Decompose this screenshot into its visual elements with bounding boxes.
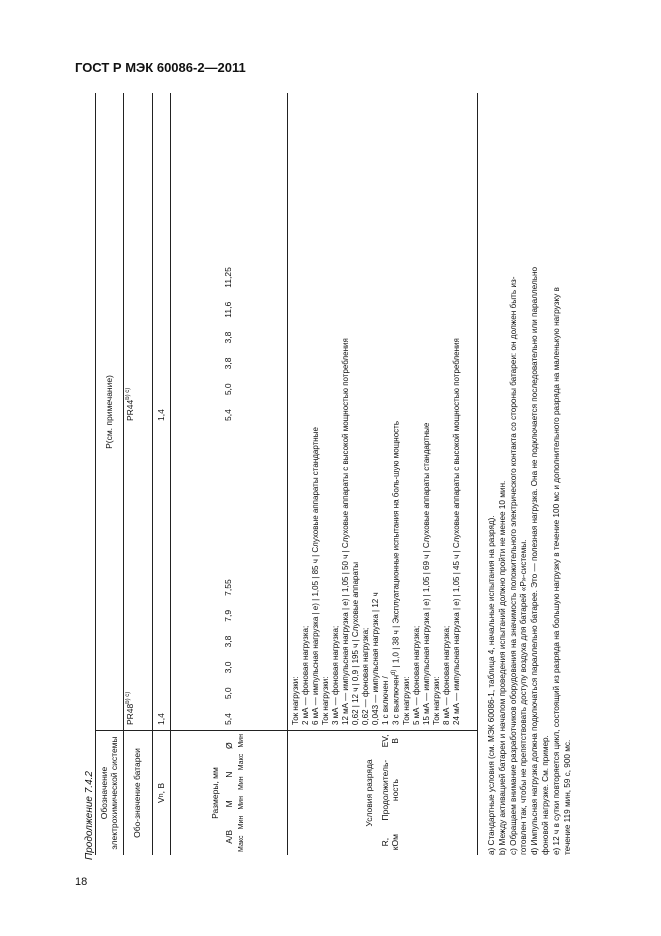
- row-pr44-4: Ток нагрузки: 8 мА — фоновая нагрузка; 24 мА — импульсная нагрузка | e) | 1,05 | 45 ч | Слуховые аппараты с высокой мощностью потребления: [431, 338, 461, 725]
- voltage-value: 1,4: [155, 409, 166, 421]
- footnote: течение 119 мин, 59 с, 900 мс.: [562, 739, 572, 855]
- voltage-unit: , В: [155, 783, 166, 794]
- d-min: 7,55: [222, 579, 233, 596]
- application-value: Слуховые аппараты стандартные: [311, 427, 320, 553]
- battery-name: PR48: [125, 703, 135, 725]
- diam-label: Ø: [224, 742, 235, 749]
- row-pr48-2: Ток нагрузки: 3 мА — фоновая нагрузка; 12 мА — импульсная нагрузка | e) | 1,05 | 50 ч | Слуховые аппараты с высокой мощностью потребления: [321, 338, 350, 725]
- mad-value: 45 ч: [451, 554, 461, 570]
- battery-sup: b) c): [125, 691, 131, 704]
- footnote: d) Импульсная нагрузка должна подключаться параллельно батарее. Это — полезная нагрузка. Она не подключается последовательно или параллельно: [530, 266, 540, 855]
- m-min: 3,0: [222, 661, 233, 674]
- ev-value: 1,05: [341, 576, 350, 593]
- designation-header: Обо-значение батареи: [132, 748, 143, 838]
- system-value: Р(см. примечание): [103, 375, 114, 449]
- min-label: Мин: [238, 776, 246, 790]
- voltage-header: [152, 731, 170, 855]
- mad-value: 38 ч: [391, 630, 401, 646]
- rotated-table-page: [95, 93, 593, 855]
- r-label: R, кОм: [379, 834, 400, 851]
- battery-pr44: [125, 221, 151, 421]
- battery-pr48: [125, 525, 151, 725]
- max-label: Макс: [238, 753, 246, 771]
- application-value: Слуховые аппараты с высокой мощностью потребления: [341, 338, 350, 549]
- row-pr44-3: Ток нагрузки: 5 мА — фоновая нагрузка; 15 мА — импульсная нагрузка | e) | 1,05 | 69 ч | Слуховые аппараты стандартные: [401, 422, 431, 725]
- footnote: e) 12 ч в сутки повторяется цикл, состоящий из разряда на большую нагрузку в течение 100 мс и дополнительного разряда на маленькую нагрузку в: [551, 287, 561, 855]
- n-min: 3,8: [222, 635, 233, 648]
- row-pr48-1: Ток нагрузки: 2 мА — фоновая нагрузка; 6 мА — импульсная нагрузка | e) | 1,05 | 85 ч | Слуховые аппараты стандартные: [291, 427, 320, 725]
- dimensions-header: [170, 731, 287, 855]
- row-pr44-1: 0,62 | 12 ч | 0,9 | 195 ч | Слуховые аппараты: [351, 561, 360, 725]
- r-value: 0,62: [351, 709, 360, 725]
- dims-pr44: [173, 121, 283, 421]
- voltage-subscript: n: [156, 793, 165, 798]
- dims-pr48: [173, 425, 283, 725]
- ev-value: 1,05: [421, 576, 431, 593]
- discharge-header: [287, 731, 477, 855]
- n-min: 3,8: [222, 331, 233, 344]
- ab-max: 5,4: [222, 409, 233, 421]
- mad-value: 85 ч: [311, 559, 320, 575]
- duration-value: e): [341, 598, 350, 606]
- footnote: фоновой нагрузке. См. пример.: [541, 735, 551, 855]
- min-label: Мин: [238, 815, 246, 830]
- d-max: 11,6: [222, 301, 233, 318]
- battery-sup: b) c): [125, 387, 131, 400]
- r-value: Ток нагрузки: 2 мА — фоновая нагрузка; 6 мА — импульсная нагрузка: [291, 616, 320, 725]
- m-min: 3,8: [222, 357, 233, 370]
- discharge-rows: [291, 105, 475, 725]
- ev-value: 0,9: [351, 669, 360, 682]
- duration-value: e): [421, 598, 431, 606]
- discharge-label: Условия разряда: [363, 759, 374, 827]
- dimensions-label: Размеры, мм: [210, 767, 221, 819]
- system-header: Обозначение электрохимической системы: [98, 736, 119, 850]
- application-value: Слуховые аппараты с высокой мощностью потребления: [451, 338, 461, 549]
- footnotes: [487, 93, 574, 855]
- ab-min: 5,0: [222, 383, 233, 396]
- min-label: Мин: [238, 734, 246, 748]
- footnote: a) Стандартные условия (см. МЭК 60086-1, таблица 4, начальные испытания на разряд).: [487, 515, 496, 855]
- ab-label: А/В: [224, 830, 235, 844]
- r-value: 0,62 — фоновая нагрузка; 0,043 — импульсная нагрузка: [361, 614, 380, 725]
- ab-min: 5,0: [222, 687, 233, 700]
- mad-value: 50 ч: [341, 554, 350, 570]
- min-label: Мин: [238, 796, 246, 810]
- r-value: Ток нагрузки: 3 мА — фоновая нагрузка; 12 мА — импульсная нагрузка: [321, 612, 350, 725]
- ev-label: EV, В: [379, 734, 400, 748]
- continuation-label: Продолжение 7.4.2: [84, 771, 95, 860]
- voltage-value: 1,4: [155, 713, 166, 725]
- ev-value: 1,0: [391, 651, 401, 664]
- max-label: Макс: [238, 835, 246, 852]
- duration-value: 12 ч 1 с включен / 3 с выключен: [371, 592, 401, 725]
- mad-value: 195 ч: [351, 643, 360, 664]
- duration-label: Продолжитель-ность: [379, 759, 400, 821]
- duration-value: 12 ч: [351, 687, 360, 703]
- battery-name: PR44: [125, 399, 135, 421]
- document-header: ГОСТ Р МЭК 60086-2—2011: [75, 60, 246, 75]
- footnote: c) Обращаем внимание разработчиков оборудования на значимость положительного электрического контакта со стороны батареи: он должен быть из-: [508, 276, 518, 855]
- footnote: готовлен так, чтобы не препятствовать доступу воздуха для батарей «Р»-системы.: [519, 539, 529, 855]
- voltage-symbol: V: [155, 797, 166, 804]
- d-max: 7,9: [222, 609, 233, 622]
- duration-value: e): [311, 603, 320, 611]
- duration-value: e): [451, 598, 461, 606]
- table-border-bottom: [477, 93, 478, 855]
- application-value: Слуховые аппараты: [351, 561, 360, 638]
- d-min: 11,25: [222, 267, 233, 288]
- ev-value: 1,05: [451, 576, 461, 593]
- r-value: Ток нагрузки: 8 мА — фоновая нагрузка; 24 мА — импульсная нагрузка: [431, 612, 461, 725]
- m-label: М: [224, 800, 235, 808]
- application-value: Слуховые аппараты стандартные: [421, 422, 431, 549]
- row-pr44-2: 0,62 — фоновая нагрузка; 0,043 — импульсная нагрузка | 12 ч 1 с включен / 3 с выключен$^{d)}$ | 1,0 | 38 ч | Эксплуатационные испытания на боль-шую мощность: [361, 420, 401, 725]
- ab-max: 5,4: [222, 713, 233, 725]
- ev-value: 1,05: [311, 580, 320, 597]
- duration-sup: d): [391, 669, 397, 675]
- footnote: b) Между активацией батареи и началом проведения испытаний должно пройти не менее 10 мин.: [497, 480, 507, 855]
- n-label: N: [224, 771, 235, 778]
- page-number: 18: [75, 876, 88, 888]
- r-value: Ток нагрузки: 5 мА — фоновая нагрузка; 15 мА — импульсная нагрузка: [401, 612, 431, 725]
- mad-value: 69 ч: [421, 554, 431, 570]
- application-value: Эксплуатационные испытания на боль-шую мощность: [391, 420, 401, 624]
